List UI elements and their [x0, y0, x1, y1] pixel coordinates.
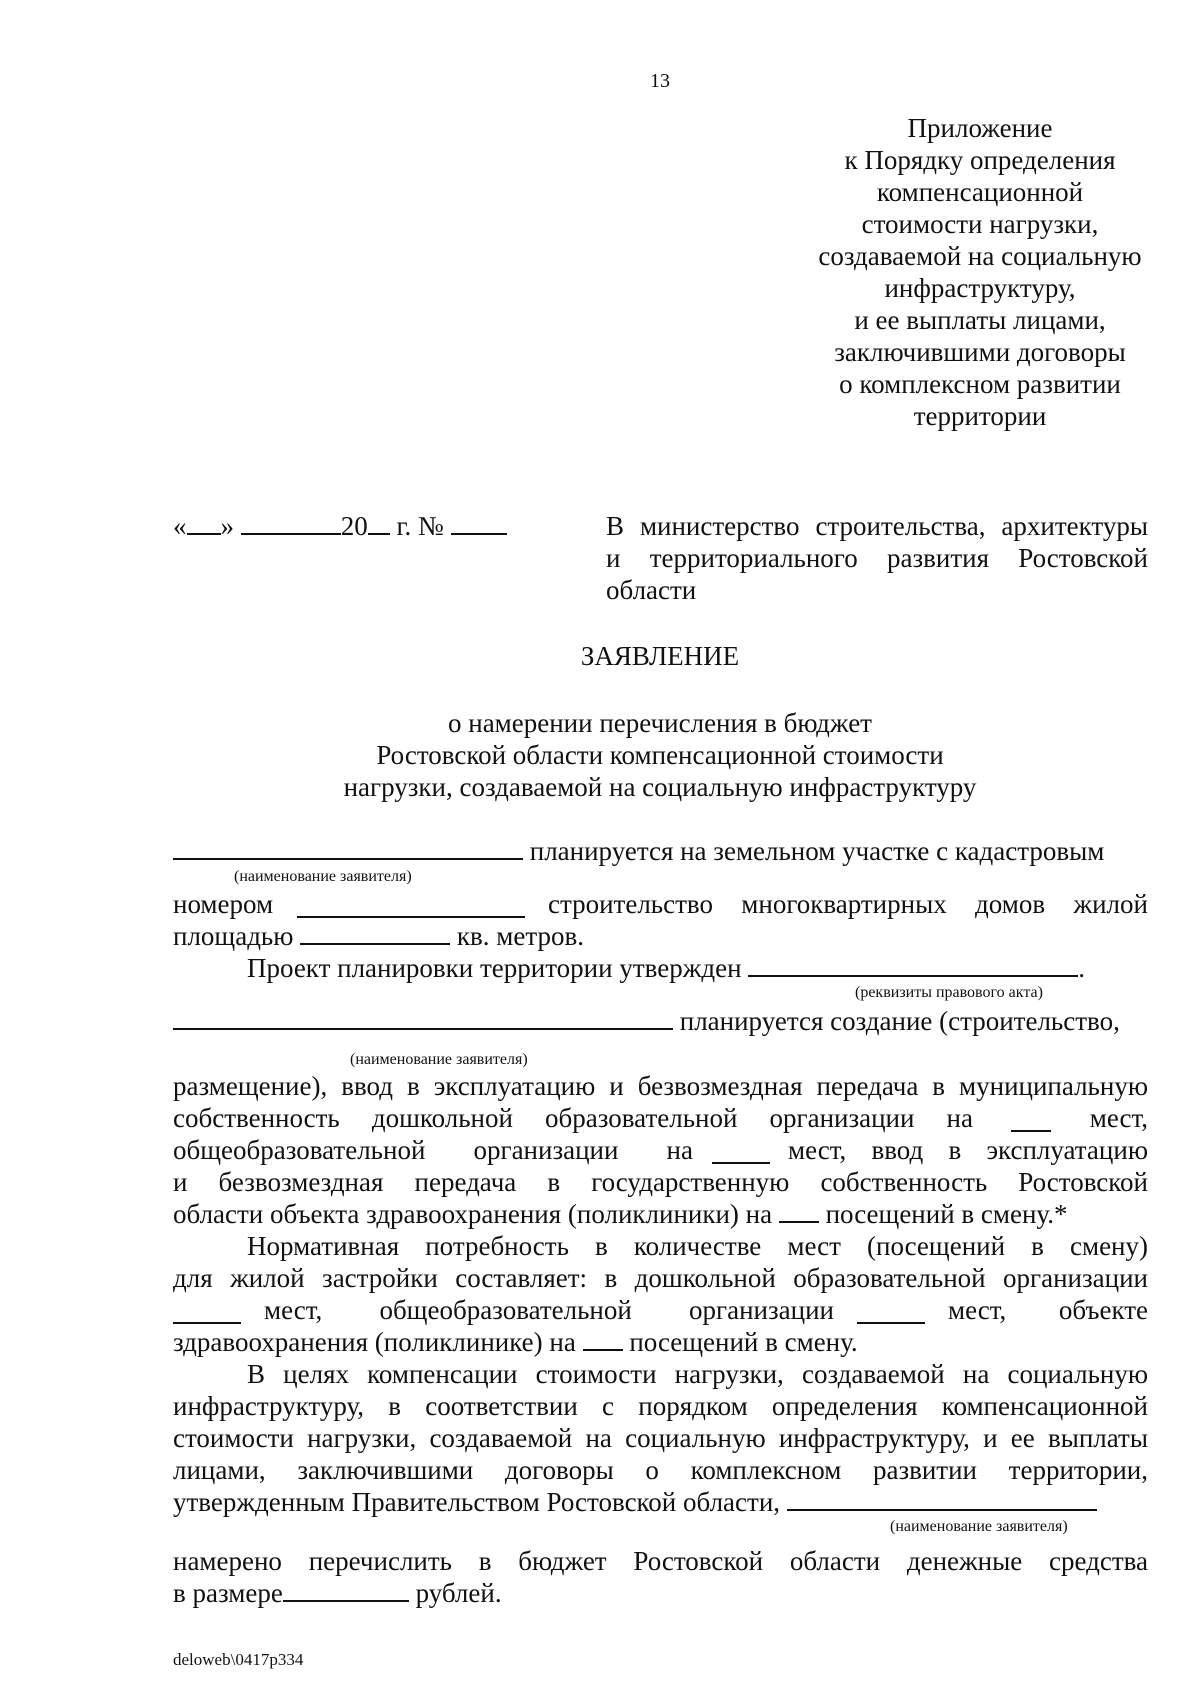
- page-number: 13: [650, 70, 670, 92]
- day-blank[interactable]: [187, 511, 221, 535]
- body-text: планируется на земельном участке с кадастровым: [529, 836, 1105, 866]
- body-line: [173, 1102, 1148, 1134]
- body-line: [173, 1198, 1067, 1230]
- subtitle-line: нагрузки, создаваемой на социальную инфраструктуру: [343, 772, 977, 802]
- preschool-places-blank[interactable]: [1011, 1108, 1051, 1132]
- appendix-line: стоимости нагрузки,: [861, 209, 1099, 239]
- body-text: .: [1078, 953, 1086, 983]
- caption: (наименование заявителя): [234, 868, 412, 885]
- body-line: [173, 1294, 1148, 1326]
- appendix-line: территории: [913, 401, 1047, 431]
- body-text: утвержденным Правительством Ростовской области,: [173, 1487, 781, 1517]
- year-blank[interactable]: [368, 511, 390, 535]
- body-line: [173, 920, 584, 952]
- appendix-line: инфраструктуру,: [884, 273, 1076, 303]
- body-line: лицами, заключившими договоры о комплексном развитии территории,: [173, 1455, 1148, 1485]
- amount-blank[interactable]: [283, 1578, 409, 1602]
- body-text: кв. метров.: [456, 921, 584, 951]
- body-line: для жилой застройки составляет: в дошкольной образовательной организации: [173, 1263, 1148, 1293]
- body-line: Нормативная потребность в количестве мест (посещений в смену): [247, 1231, 1148, 1261]
- body-line: инфраструктуру, в соответствии с порядком определения компенсационной: [173, 1391, 1148, 1421]
- body-text: мест, объекте: [948, 1295, 1148, 1325]
- subtitle-line: Ростовской области компенсационной стоимости: [376, 740, 944, 770]
- body-text: строительство многоквартирных домов жилой: [547, 889, 1148, 919]
- body-line: [173, 1326, 858, 1358]
- body-line: и безвозмездная передача в государственную собственность Ростовской: [173, 1167, 1148, 1197]
- appendix-block: [780, 112, 1180, 432]
- close-quote: »: [220, 511, 234, 541]
- body-text: общеобразовательной организации на: [173, 1135, 693, 1165]
- year-prefix: 20: [340, 511, 368, 541]
- body-line: размещение), ввод в эксплуатацию и безвозмездная передача в муниципальную: [173, 1071, 1148, 1101]
- clinic-visits-blank[interactable]: [779, 1199, 819, 1223]
- clinic-need-blank[interactable]: [583, 1327, 623, 1351]
- body-text: мест, общеобразовательной организации: [264, 1295, 834, 1325]
- subtitle-line: о намерении перечисления в бюджет: [448, 708, 872, 738]
- appendix-line: Приложение: [907, 113, 1053, 143]
- body-line: намерено перечислить в бюджет Ростовской области денежные средства: [173, 1546, 1148, 1576]
- school-need-blank[interactable]: [857, 1300, 925, 1324]
- body-text: рублей.: [415, 1578, 502, 1608]
- body-line: [173, 1134, 1148, 1166]
- school-places-blank[interactable]: [712, 1140, 770, 1164]
- applicant-name-blank[interactable]: [173, 1006, 673, 1030]
- body-line: В целях компенсации стоимости нагрузки, создаваемой на социальную: [247, 1359, 1148, 1389]
- open-quote: «: [173, 511, 187, 541]
- month-blank[interactable]: [241, 511, 341, 535]
- preschool-need-blank[interactable]: [173, 1300, 241, 1324]
- body-line: [173, 1005, 1120, 1037]
- appendix-line: создаваемой на социальную: [818, 241, 1142, 271]
- body-text: области объекта здравоохранения (поликлиники) на: [173, 1199, 773, 1229]
- body-line: [173, 835, 1104, 867]
- caption: (наименование заявителя): [350, 1051, 528, 1068]
- body-text: номером: [173, 889, 274, 919]
- year-suffix: г. №: [389, 511, 444, 541]
- body-text: площадью: [173, 921, 294, 951]
- body-line: [173, 888, 1148, 920]
- appendix-line: и ее выплаты лицами,: [854, 305, 1106, 335]
- caption: (реквизиты правового акта): [855, 984, 1043, 1001]
- body-text: планируется создание (строительство,: [679, 1006, 1120, 1036]
- appendix-line: к Порядку определения: [844, 145, 1116, 175]
- body-line: стоимости нагрузки, создаваемой на социальную инфраструктуру, и ее выплаты: [173, 1423, 1148, 1453]
- body-text: мест,: [1089, 1103, 1148, 1133]
- legal-act-blank[interactable]: [748, 953, 1078, 977]
- body-text: собственность дошкольной образовательной организации на: [173, 1103, 973, 1133]
- area-blank[interactable]: [300, 921, 450, 945]
- body-text: мест, ввод в эксплуатацию: [788, 1135, 1148, 1165]
- addressee-line: В министерство строительства, архитектуры: [606, 511, 1148, 541]
- caption: (наименование заявителя): [890, 1518, 1068, 1535]
- applicant-name-blank[interactable]: [787, 1487, 1097, 1511]
- addressee-line: и территориального развития Ростовской: [606, 543, 1148, 573]
- document-title: ЗАЯВЛЕНИЕ: [580, 641, 740, 671]
- body-text: посещений в смену.: [629, 1327, 858, 1357]
- doc-number-blank[interactable]: [451, 511, 507, 535]
- body-line: [247, 952, 1085, 984]
- body-text: посещений в смену.*: [825, 1199, 1068, 1229]
- body-text: в размере: [173, 1578, 283, 1608]
- addressee-line: области: [606, 575, 697, 605]
- footer-document-code: deloweb\0417p334: [173, 1650, 304, 1669]
- body-text: здравоохранения (поликлинике) на: [173, 1327, 576, 1357]
- cadastral-number-blank[interactable]: [297, 894, 525, 918]
- appendix-line: заключившими договоры: [834, 337, 1126, 367]
- appendix-line: компенсационной: [876, 177, 1084, 207]
- applicant-name-blank[interactable]: [173, 836, 523, 860]
- date-number-line: [173, 510, 507, 542]
- body-line: [173, 1577, 502, 1609]
- body-line: [173, 1486, 1097, 1518]
- appendix-line: о комплексном развитии: [839, 369, 1121, 399]
- body-text: Проект планировки территории утвержден: [247, 953, 742, 983]
